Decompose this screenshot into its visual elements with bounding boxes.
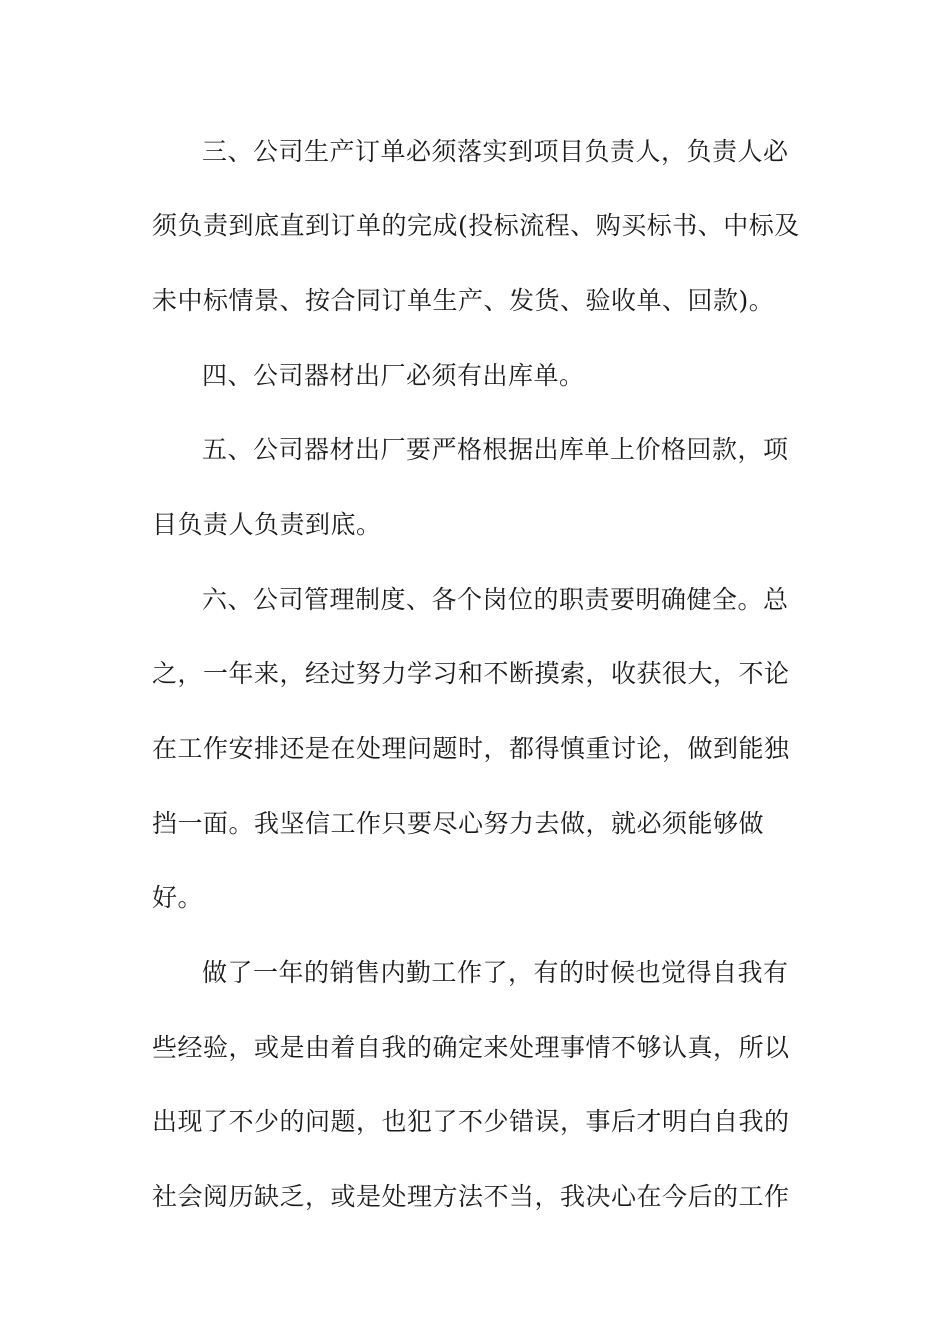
text-line: 四、公司器材出厂必须有出库单。 [202,361,585,390]
text-line: 之，一年来，经过努力学习和不断摸索，收获很大，不论 [152,659,790,688]
text-line: 五、公司器材出厂要严格根据出库单上价格回款，项 [202,435,789,464]
text-line: 六、公司管理制度、各个岗位的职责要明确健全。总 [202,585,789,614]
text-line: 在工作安排还是在处理问题时，都得慎重讨论，做到能独 [152,734,790,763]
text-line: 三、公司生产订单必须落实到项目负责人，负责人必 [202,137,789,166]
text-line: 目负责人负责到底。 [152,510,382,539]
text-line: 须负责到底直到订单的完成(投标流程、购买标书、中标及 [152,211,800,240]
text-line: 社会阅历缺乏，或是处理方法不当，我决心在今后的工作 [152,1182,790,1211]
text-line: 出现了不少的问题，也犯了不少错误，事后才明白自我的 [152,1107,790,1136]
text-line: 未中标情景、按合同订单生产、发货、验收单、回款)。 [152,286,775,315]
text-line: 些经验，或是由着自我的确定来处理事情不够认真，所以 [152,1033,790,1062]
text-line: 做了一年的销售内勤工作了，有的时候也觉得自我有 [202,958,789,987]
text-line: 挡一面。我坚信工作只要尽心努力去做，就必须能够做 [152,809,765,838]
text-line: 好。 [152,883,204,912]
